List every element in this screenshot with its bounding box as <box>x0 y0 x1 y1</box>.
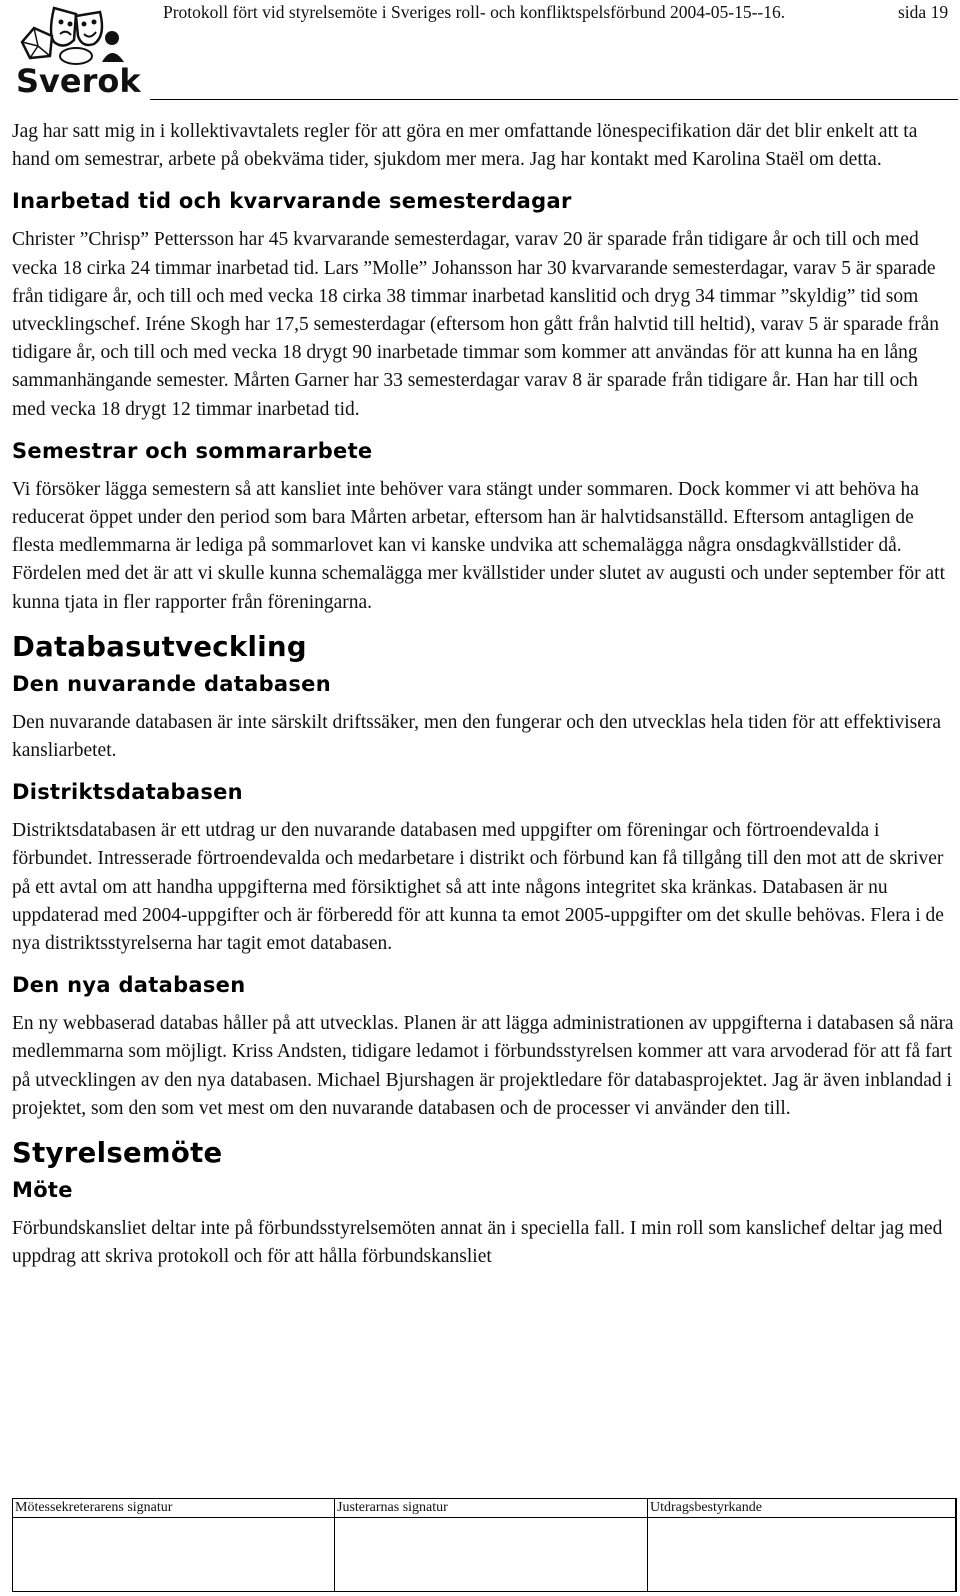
paragraph-semestrar: Vi försöker lägga semestern så att kansliet inte behöver vara stängt under sommaren. Dock kommer vi att behöva ha reducerat öppet under den period som bara Mårten arbetar, eftersom han är halvtidsanställd. Eftersom antagligen de flesta medlemmarna är lediga på sommarlovet kan vi kanske undvika att schemalägga några onsdagkvällstider då. Fördelen med det är att vi skulle kunna schemalägga mer kvällstider under slutet av augusti och under september för att kunna tjata in fler rapporter från föreningarna. <box>12 478 946 613</box>
intro-paragraph: Jag har satt mig in i kollektivavtalets regler för att göra en mer omfattande lönespecifikation där det blir enkelt att ta hand om semestrar, arbete på obekväma tider, sjukdom mer mera. Jag har kontakt med Karolina Staël om detta. <box>12 121 918 171</box>
page-number: sida 19 <box>898 2 949 22</box>
signature-label-secretary: Mötessekreterarens signatur <box>15 1500 173 1515</box>
theatre-masks-icon <box>51 8 102 46</box>
paragraph-distriktsdatabasen: Distriktsdatabasen är ett utdrag ur den nuvarande databasen med uppgifter om föreningar och förtroendevalda i förbundet. Intresserade förtroendevalda och medarbetare i distrikt och förbund kan få tillgång till den mot att de skriver på ett avtal om att handha uppgifterna med försiktighet så att inte någons integritet ska kränkas. Databasen är nu uppdaterad med 2004-uppgifter och är förberedd för att kunna ta emot 2005-uppgifter om det skulle behövas. Flera i de nya distriktsstyrelserna har tagit emot databasen. <box>12 820 944 955</box>
logo-text: Sverok <box>16 62 141 96</box>
header-divider <box>150 99 958 100</box>
page-header <box>0 0 960 102</box>
document-body <box>12 118 956 1283</box>
heading-nya-databasen: Den nya databasen <box>12 973 246 998</box>
signature-label-certification: Utdragsbestyrkande <box>650 1500 762 1515</box>
heading-semestrar: Semestrar och sommararbete <box>12 438 373 463</box>
paragraph-nuvarande-databasen: Den nuvarande databasen är inte särskilt driftssäker, men den fungerar och den utvecklas hela tiden för att effektivisera kansliarbetet. <box>12 711 942 762</box>
signature-cell-adjusters[interactable] <box>335 1499 648 1591</box>
dice-icon <box>22 28 52 58</box>
heading-mote: Möte <box>12 1178 73 1203</box>
signature-cell-secretary[interactable] <box>13 1499 335 1591</box>
heading-styrelsemote: Styrelsemöte <box>12 1137 223 1170</box>
heading-nuvarande-databasen: Den nuvarande databasen <box>12 671 331 696</box>
signature-table <box>12 1498 957 1592</box>
signature-label-adjusters: Justerarnas signatur <box>337 1500 448 1515</box>
heading-distriktsdatabasen: Distriktsdatabasen <box>12 780 243 805</box>
signature-cell-certification[interactable] <box>648 1499 956 1591</box>
paragraph-nya-databasen: En ny webbaserad databas håller på att utvecklas. Planen är att lägga administrationen av uppgifterna i databasen så nära medlemmarna som möjligt. Kriss Andsten, tidigare ledamot i förbundsstyrelsen kommer att vara arvoderad för att få fart på utvecklingen av den nya databasen. Michael Bjurshagen är projektledare för databasprojektet. Jag är även inblandad i projektet, som den som vet mest om den nuvarande databasen och de processer vi använder den till. <box>12 1013 954 1119</box>
paragraph-inarbetad-tid: Christer ”Chrisp” Pettersson har 45 kvarvarande semesterdagar, varav 20 är sparade från tidigare år och till och med vecka 18 cirka 24 timmar inarbetad tid. Lars ”Molle” Johansson har 30 kvarvarande semesterdagar, varav 5 är sparade från tidigare år, och till och med vecka 18 cirka 38 timmar inarbetad kanslitid och dryg 34 timmar ”skyldig” tid som utvecklingschef. Iréne Skogh har 17,5 semesterdagar (eftersom hon gått från halvtid till heltid), varav 5 är sparade från tidigare år, och till och med vecka 18 drygt 90 inarbetade timmar som kommer att användas för att kunna ha en lång sammanhängande semester. Mårten Garner har 33 semesterdagar varav 8 är sparade från tidigare år. Han har till och med vecka 18 drygt 12 timmar inarbetad tid. <box>12 229 939 420</box>
document-title: Protokoll fört vid styrelsemöte i Sveriges roll- och konfliktspelsförbund 2004-05-15--16. <box>163 2 786 22</box>
heading-inarbetad-tid: Inarbetad tid och kvarvarande semesterdagar <box>12 189 572 214</box>
paragraph-mote: Förbundskansliet deltar inte på förbundsstyrelsemöten annat än i speciella fall. I min roll som kanslichef deltar jag med uppdrag att skriva protokoll och för att hålla förbundskansliet <box>12 1218 943 1268</box>
sverok-logo <box>14 4 144 96</box>
signature-header-divider <box>13 1517 956 1518</box>
heading-databasutveckling: Databasutveckling <box>12 630 307 663</box>
